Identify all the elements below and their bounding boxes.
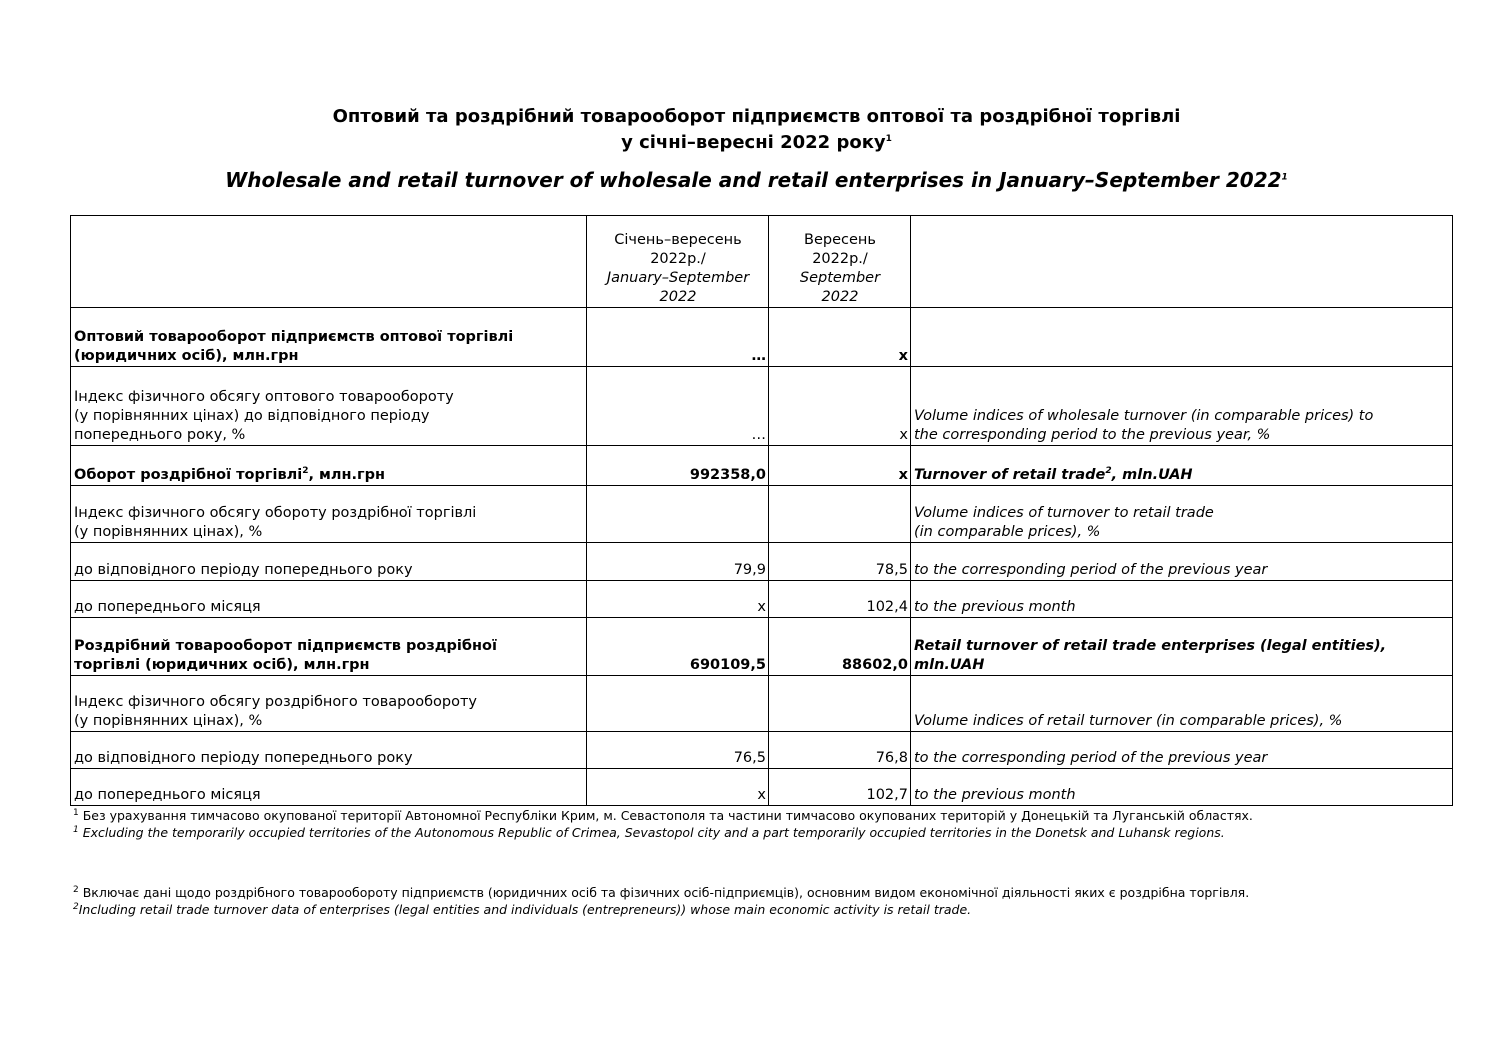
row-label-uk [71, 446, 587, 486]
row-label-en-line: Volume indices of wholesale turnover (in comparable prices) to [914, 408, 1374, 424]
value-jan-sep: 690109,5 [587, 618, 769, 676]
row-label-en [911, 308, 1453, 367]
row-label-en-text: Turnover of retail trade [914, 467, 1106, 483]
value-sep [769, 486, 911, 543]
row-label-en-line: the corresponding period to the previous year, % [914, 427, 1271, 443]
row-label-uk-line: Індекс фізичного обсягу обороту роздрібної торгівлі [74, 505, 477, 521]
footnote-1-en-text: Excluding the temporarily occupied territories of the Autonomous Republic of Crimea, Sevastopol city and a part temporarily occupied territories in the Donetsk and Luhansk regions. [82, 825, 1225, 840]
table-row [71, 769, 1453, 806]
row-label-uk-text: Оборот роздрібної торгівлі [74, 467, 303, 483]
row-label-en-line: Volume indices of turnover to retail trade [914, 505, 1214, 521]
value-jan-sep: 79,9 [587, 543, 769, 581]
page-title-english [0, 166, 1497, 194]
value-sep: 76,8 [769, 732, 911, 769]
header-empty-cell-en [911, 216, 1453, 308]
row-label-en: to the corresponding period of the previous year [911, 543, 1453, 581]
row-label-uk-line: (у порівнянних цінах), % [74, 713, 263, 729]
row-label-uk-line: (юридичних осіб), млн.грн [74, 348, 299, 364]
row-label-uk-line: торгівлі (юридичних осіб), млн.грн [74, 657, 370, 673]
page-title-ukrainian [0, 104, 1497, 156]
value-jan-sep [587, 486, 769, 543]
row-label-uk [71, 367, 587, 446]
row-label-en [911, 367, 1453, 446]
table-row [71, 732, 1453, 769]
row-label-en-suffix: , mln.UAH [1111, 467, 1193, 483]
row-label-en-line: (in comparable prices), % [914, 524, 1101, 540]
row-label-en-line: mln.UAH [914, 657, 985, 673]
footnote-ref-1: 1 [885, 134, 892, 144]
row-label-uk-line: Індекс фізичного обсягу роздрібного товарообороту [74, 694, 477, 710]
value-jan-sep: … [587, 367, 769, 446]
title-uk-line2 [0, 130, 1497, 156]
row-label-uk-line: попереднього року, % [74, 427, 246, 443]
footnote-2-uk [73, 884, 1249, 901]
value-jan-sep: … [587, 308, 769, 367]
footnote-1-en [73, 824, 1225, 841]
value-jan-sep: 992358,0 [587, 446, 769, 486]
row-label-uk-line: Роздрібний товарооборот підприємств роздрібної [74, 638, 497, 654]
table-row [71, 676, 1453, 732]
row-label-uk [71, 308, 587, 367]
value-jan-sep: x [587, 581, 769, 618]
table-row [71, 543, 1453, 581]
table-row [71, 618, 1453, 676]
row-label-uk [71, 618, 587, 676]
footnote-mark-2: 2 [73, 884, 79, 895]
row-label-uk [71, 486, 587, 543]
row-label-uk-line: Індекс фізичного обсягу оптового товарообороту [74, 389, 454, 405]
table-row [71, 308, 1453, 367]
header-empty-cell [71, 216, 587, 308]
row-label-uk-line: Оптовий товарооборот підприємств оптової торгівлі [74, 329, 514, 345]
header-jan-sep-line4: 2022 [659, 289, 697, 305]
table-row [71, 581, 1453, 618]
row-label-uk: до попереднього місяця [71, 581, 587, 618]
value-sep [769, 676, 911, 732]
header-sep-line4: 2022 [821, 289, 859, 305]
value-sep: 88602,0 [769, 618, 911, 676]
header-sep-line2: 2022р./ [812, 251, 868, 267]
row-label-en-line: Retail turnover of retail trade enterprises (legal entities), [914, 638, 1387, 654]
row-label-uk: до попереднього місяця [71, 769, 587, 806]
footnote-2-en [73, 901, 971, 918]
row-label-en: to the previous month [911, 581, 1453, 618]
footnote-mark-1: 1 [73, 807, 79, 818]
value-jan-sep: x [587, 769, 769, 806]
row-label-uk: до відповідного періоду попереднього року [71, 732, 587, 769]
footnote-2-en-text: Including retail trade turnover data of enterprises (legal entities and individuals (entrepreneurs)) whose main economic activity is retail trade. [78, 902, 972, 917]
table-row [71, 486, 1453, 543]
footnote-ref-2: 2 [302, 466, 309, 477]
title-en-text: Wholesale and retail turnover of wholesale and retail enterprises in January–September 2022 [225, 168, 1282, 192]
row-label-uk-line: (у порівнянних цінах), % [74, 524, 263, 540]
row-label-en: to the corresponding period of the previous year [911, 732, 1453, 769]
value-sep: x [769, 308, 911, 367]
footnote-1-uk-text: Без урахування тимчасово окупованої території Автономної Республіки Крим, м. Севастополя та частини тимчасово окупованих територій у Донецькій та Луганській областях. [82, 808, 1253, 823]
value-sep: 78,5 [769, 543, 911, 581]
header-sep-line1: Вересень [804, 232, 876, 248]
header-jan-sep-line3: January–September [606, 270, 750, 286]
header-jan-sep-line2: 2022р./ [650, 251, 706, 267]
value-jan-sep: 76,5 [587, 732, 769, 769]
turnover-table [70, 215, 1453, 806]
footnote-mark-2: 2 [73, 901, 79, 912]
table-row [71, 367, 1453, 446]
row-label-uk [71, 676, 587, 732]
footnote-ref-1: 1 [1281, 172, 1288, 183]
value-sep: 102,4 [769, 581, 911, 618]
row-label-uk-line: (у порівнянних цінах) до відповідного періоду [74, 408, 430, 424]
row-label-en [911, 486, 1453, 543]
table-row [71, 446, 1453, 486]
row-label-en [911, 618, 1453, 676]
value-sep: x [769, 446, 911, 486]
title-uk-line2-text: у січні–вересні 2022 року [621, 132, 886, 153]
title-uk-line1: Оптовий та роздрібний товарооборот підприємств оптової та роздрібної торгівлі [332, 106, 1181, 127]
header-jan-sep-line1: Січень–вересень [614, 232, 742, 248]
header-sep-line3: September [799, 270, 881, 286]
row-label-en: Volume indices of retail turnover (in comparable prices), % [911, 676, 1453, 732]
footnote-ref-2: 2 [1105, 466, 1112, 477]
row-label-en: to the previous month [911, 769, 1453, 806]
row-label-uk-suffix: , млн.грн [308, 467, 386, 483]
value-sep: x [769, 367, 911, 446]
value-sep: 102,7 [769, 769, 911, 806]
header-jan-sep [587, 216, 769, 308]
footnote-1-uk [73, 807, 1253, 824]
header-sep [769, 216, 911, 308]
table-header-row [71, 216, 1453, 308]
footnote-2-uk-text: Включає дані щодо роздрібного товарообороту підприємств (юридичних осіб та фізичних осіб-підприємців), основним видом економічної діяльності яких є роздрібна торгівля. [82, 885, 1250, 900]
value-jan-sep [587, 676, 769, 732]
footnote-mark-1: 1 [73, 824, 79, 835]
row-label-en [911, 446, 1453, 486]
row-label-uk: до відповідного періоду попереднього року [71, 543, 587, 581]
